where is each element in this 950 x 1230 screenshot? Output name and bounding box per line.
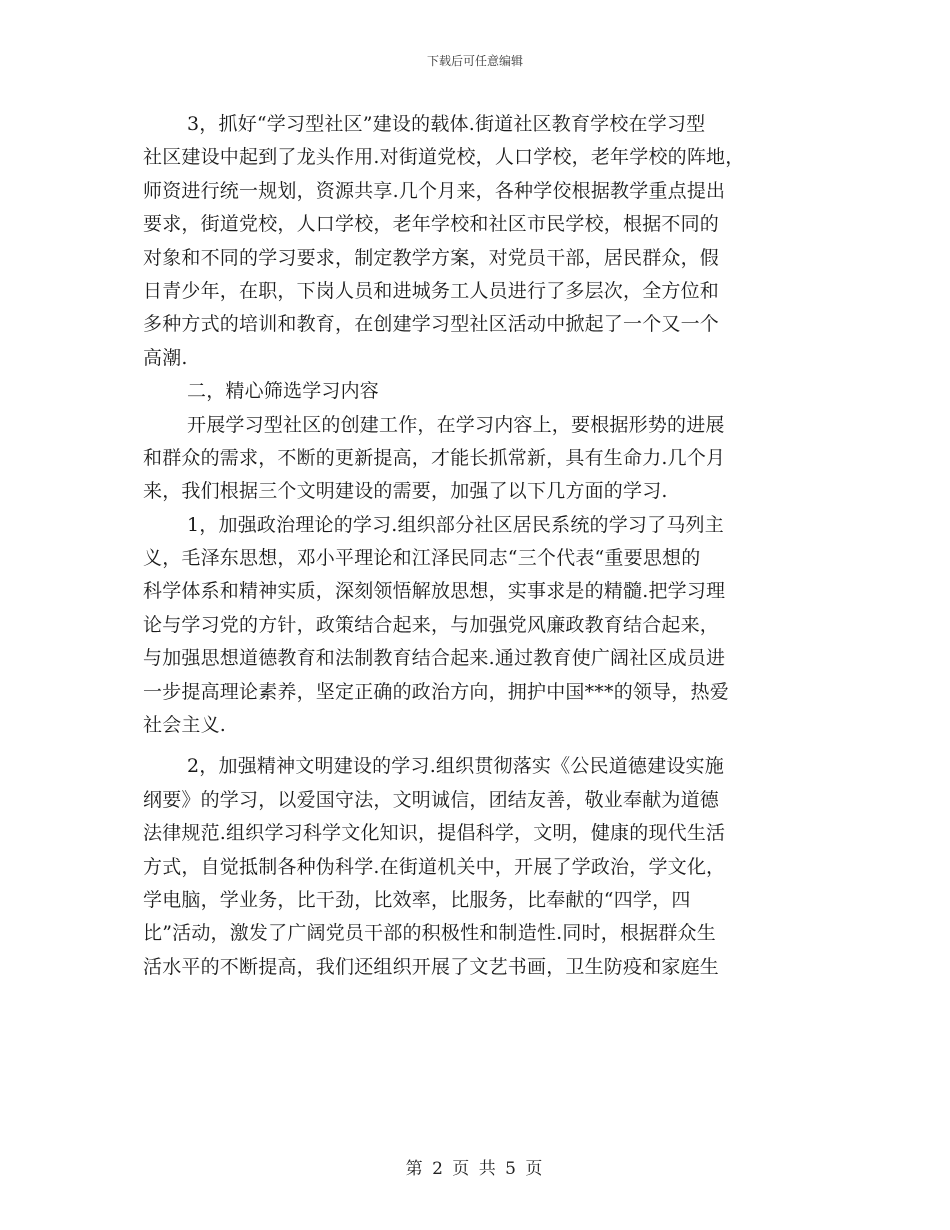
text-line: 3，抓好“学习型社区”建设的载体.街道社区教育学校在学习型 [187, 113, 706, 135]
text-line: 法律规范.组织学习科学文化知识，提倡科学，文明，健康的现代生活 [143, 822, 726, 845]
text-line: 与加强思想道德教育和法制教育结合起来.通过教育使广阔社区成员进 [143, 647, 726, 670]
text-line: 师资进行统一规划，资源共享.几个月来，各种学佼根据教学重点提出 [143, 179, 726, 202]
text-line: 社区建设中起到了龙头作用.对街道党校，人口学校，老年学校的阵地， [143, 146, 745, 169]
text-line: 方式，自觉抵制各种伪科学.在街道机关中，开展了学政治，学文化， [143, 855, 726, 878]
paragraph [143, 509, 811, 743]
text-line: 1，加强政治理论的学习.组织部分社区居民系统的学习了马列主 [187, 513, 724, 536]
text-line: 日青少年，在职，下岗人员和进城务工人员进行了多层次，全方位和 [143, 279, 720, 302]
text-line: 开展学习型社区的创建工作，在学习内容上，要根据形势的进展 [187, 413, 725, 436]
paragraph [143, 750, 811, 984]
text-line: 一步提高理论素养，坚定正确的政治方向，拥护中国***的领导，热爱 [143, 680, 729, 703]
text-line: 比”活动，激发了广阔党员干部的积极性和制造性.同时，根据群众生 [143, 922, 716, 945]
text-line: 论与学习党的方针，政策结合起来，与加强党风廉政教育结合起来， [143, 613, 720, 636]
paragraph [143, 108, 811, 375]
text-line: 多种方式的培训和教育，在创建学习型社区活动中掀起了一个又一个 [143, 313, 720, 336]
page-header-note: 下载后可任意编辑 [426, 54, 523, 68]
text-line: 学电脑，学业务，比干劲，比效率，比服务，比奉献的“四学，四 [143, 888, 691, 911]
text-line: 纲要》的学习，以爱国守法，文明诚信，团结友善，敬业奉献为道德 [143, 788, 720, 811]
section-heading [143, 375, 811, 408]
text-line: 2，加强精神文明建设的学习.组织贯彻落实《公民道德建设实施 [187, 755, 724, 778]
text-line: 对象和不同的学习要求，制定教学方案，对党员干部，居民群众，假 [143, 246, 720, 269]
text-line: 二，精心筛选学习内容 [187, 380, 380, 403]
text-line: 活水平的不断提高，我们还组织开展了文艺书画，卫生防疫和家庭生 [143, 955, 720, 978]
text-line: 义，毛泽东思想，邓小平理论和江泽民同志“三个代表“重要思想的 [143, 547, 701, 570]
text-line: 科学体系和精神实质，深刻领悟解放思想，实事求是的精髓.把学习理 [143, 580, 726, 603]
page-number: 第 2 页 共 5 页 [405, 1159, 545, 1179]
text-line: 来，我们根据三个文明建设的需要，加强了以下几方面的学习. [143, 480, 668, 503]
document-body [143, 108, 811, 984]
text-line: 高潮. [143, 346, 188, 369]
text-line: 社会主义. [143, 714, 227, 737]
text-line: 要求，街道党校，人口学校，老年学校和社区市民学校，根据不同的 [143, 213, 720, 236]
text-line: 和群众的需求，不断的更新提高，才能长抓常新，具有生命力.几个月 [143, 446, 726, 469]
paragraph [143, 409, 811, 509]
